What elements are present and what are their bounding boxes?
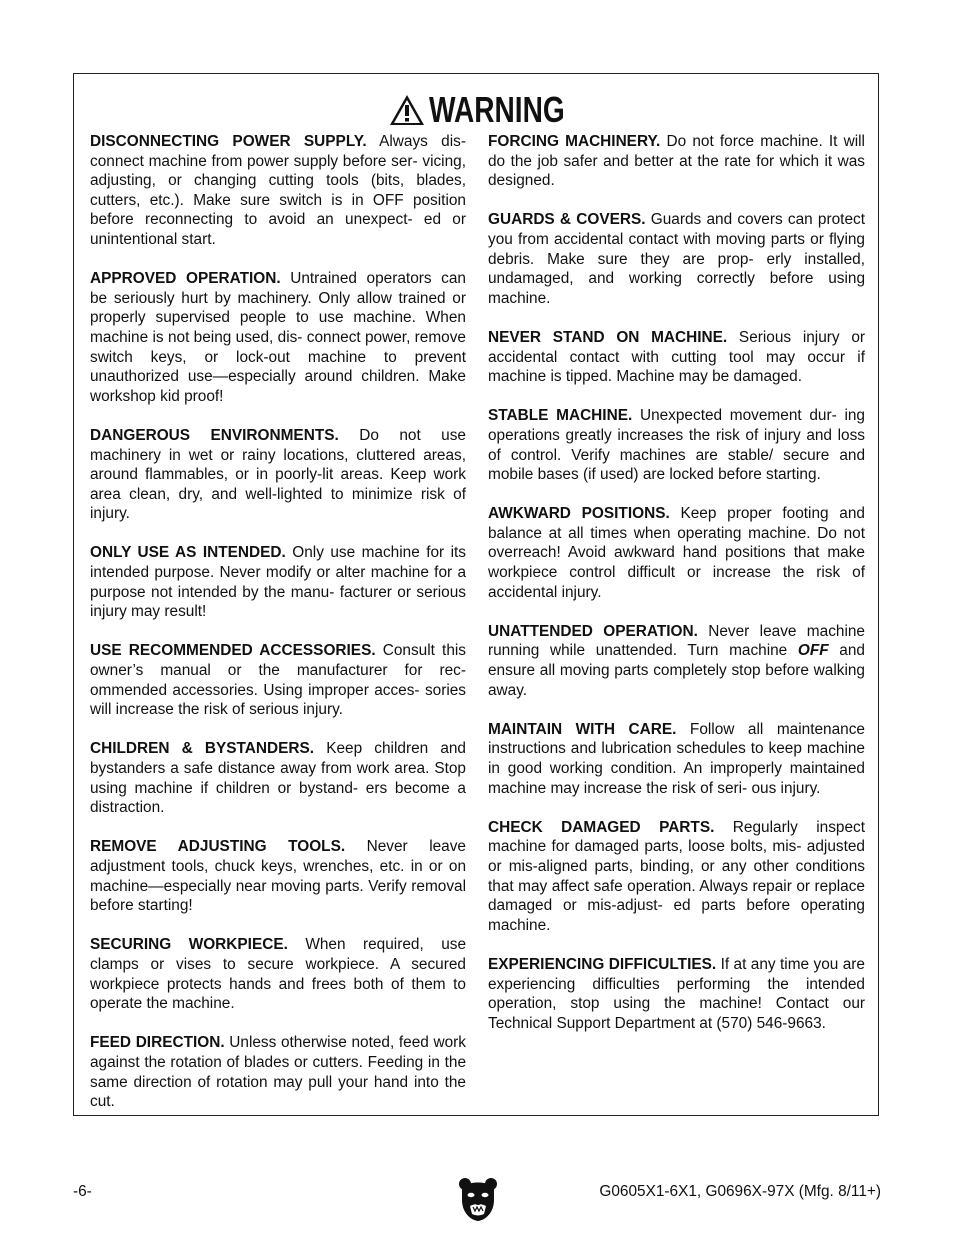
paragraph: FORCING MACHINERY. Do not force machine. It will do the job safer and better at the rate for which it was designed. [488,133,865,190]
paragraph: APPROVED OPERATION. Untrained operators can be seriously hurt by machinery. Only allow trained or properly supervised people to use machine. When machine is not being used, dis- connect power, remove switch keys, or lock-out machine to prevent unauthorized use—especially around children. Make workshop kid proof! [90,270,466,405]
paragraph: SECURING WORKPIECE. When required, use clamps or vises to secure workpiece. A secured workpiece protects hands and frees both of them to operate the machine. [90,936,467,1013]
paragraph: GUARDS & COVERS. Guards and covers can protect you from accidental contact with moving parts or flying debris. Make sure they are prop- erly installed, undamaged, and working correctly before using machine. [488,211,865,307]
paragraph: UNATTENDED OPERATION. Never leave machine running while unattended. Turn machine OFF and ensure all moving parts completely stop before walking away. [488,622,865,699]
paragraph: CHILDREN & BYSTANDERS. Keep children and bystanders a safe distance away from work area. Stop using machine if children or bystand- ers become a distraction. [90,740,466,817]
paragraph: STABLE MACHINE. Unexpected movement dur- ing operations greatly increases the risk of injury and loss of control. Verify machines are stable/ secure and mobile bases (if used) are locked before starting. [488,407,865,484]
paragraph: DANGEROUS ENVIRONMENTS. Do not use machinery in wet or rainy locations, cluttered areas, around flammables, or in poorly-lit areas. Keep work area clean, dry, and well-lighted to minimize risk of injury. [90,426,466,523]
warning-triangle-icon [389,94,425,126]
model-number: G0605X1-6X1, G0696X-97X (Mfg. 8/11+) [599,1183,881,1200]
paragraph: AWKWARD POSITIONS. Keep proper footing and balance at all times when operating machine. Do not overreach! Avoid awkward hand positions that make workpiece control difficult or increase the risk of accidental injury. [488,505,865,601]
warning-title: WARNING [429,89,565,130]
right-column [488,132,865,1053]
paragraph: MAINTAIN WITH CARE. Follow all maintenance instructions and lubrication schedules to keep machine in good working condition. An improperly maintained machine may increase the risk of seri- ous injury. [488,720,865,797]
page-number: -6- [73,1183,92,1200]
warning-box [73,73,879,1116]
paragraph: DISCONNECTING POWER SUPPLY. Always dis- connect machine from power supply before ser- vicing, adjusting, or changing cutting tools (bits, blades, cutters, etc.). Make sure switch is in OFF position before reconnecting to avoid an unexpect- ed or unintentional start. [90,133,466,248]
paragraph: FEED DIRECTION. Unless otherwise noted, feed work against the rotation of blades or cutters. Feeding in the same direction of rotation may pull your hand into the cut. [90,1034,466,1111]
paragraph: REMOVE ADJUSTING TOOLS. Never leave adjustment tools, chuck keys, wrenches, etc. in or on machine—especially near moving parts. Verify removal before starting! [90,838,466,915]
warning-header [74,90,878,130]
paragraph: USE RECOMMENDED ACCESSORIES. Consult this owner’s manual or the manufacturer for rec- ommended accessories. Using improper acces- sories will increase the risk of serious injury. [90,642,467,719]
left-column [90,132,466,1131]
paragraph: ONLY USE AS INTENDED. Only use machine for its intended purpose. Never modify or alter machine for a purpose not intended by the manu- facturer or serious injury may result! [90,544,466,621]
paragraph: NEVER STAND ON MACHINE. Serious injury or accidental contact with cutting tool may occur if machine is tipped. Machine may be damaged. [488,328,865,386]
paragraph: EXPERIENCING DIFFICULTIES. If at any time you are experiencing difficulties performing the intended operation, stop using the machine! Contact our Technical Support Department at (570) 546-9663. [488,955,865,1032]
paragraph: CHECK DAMAGED PARTS. Regularly inspect machine for damaged parts, loose bolts, mis- adjusted or mis-aligned parts, binding, or any other conditions that may affect safe operation. Always repair or replace damaged or mis-adjust- ed parts before operating machine. [488,818,865,934]
bear-logo-icon [458,1176,498,1222]
